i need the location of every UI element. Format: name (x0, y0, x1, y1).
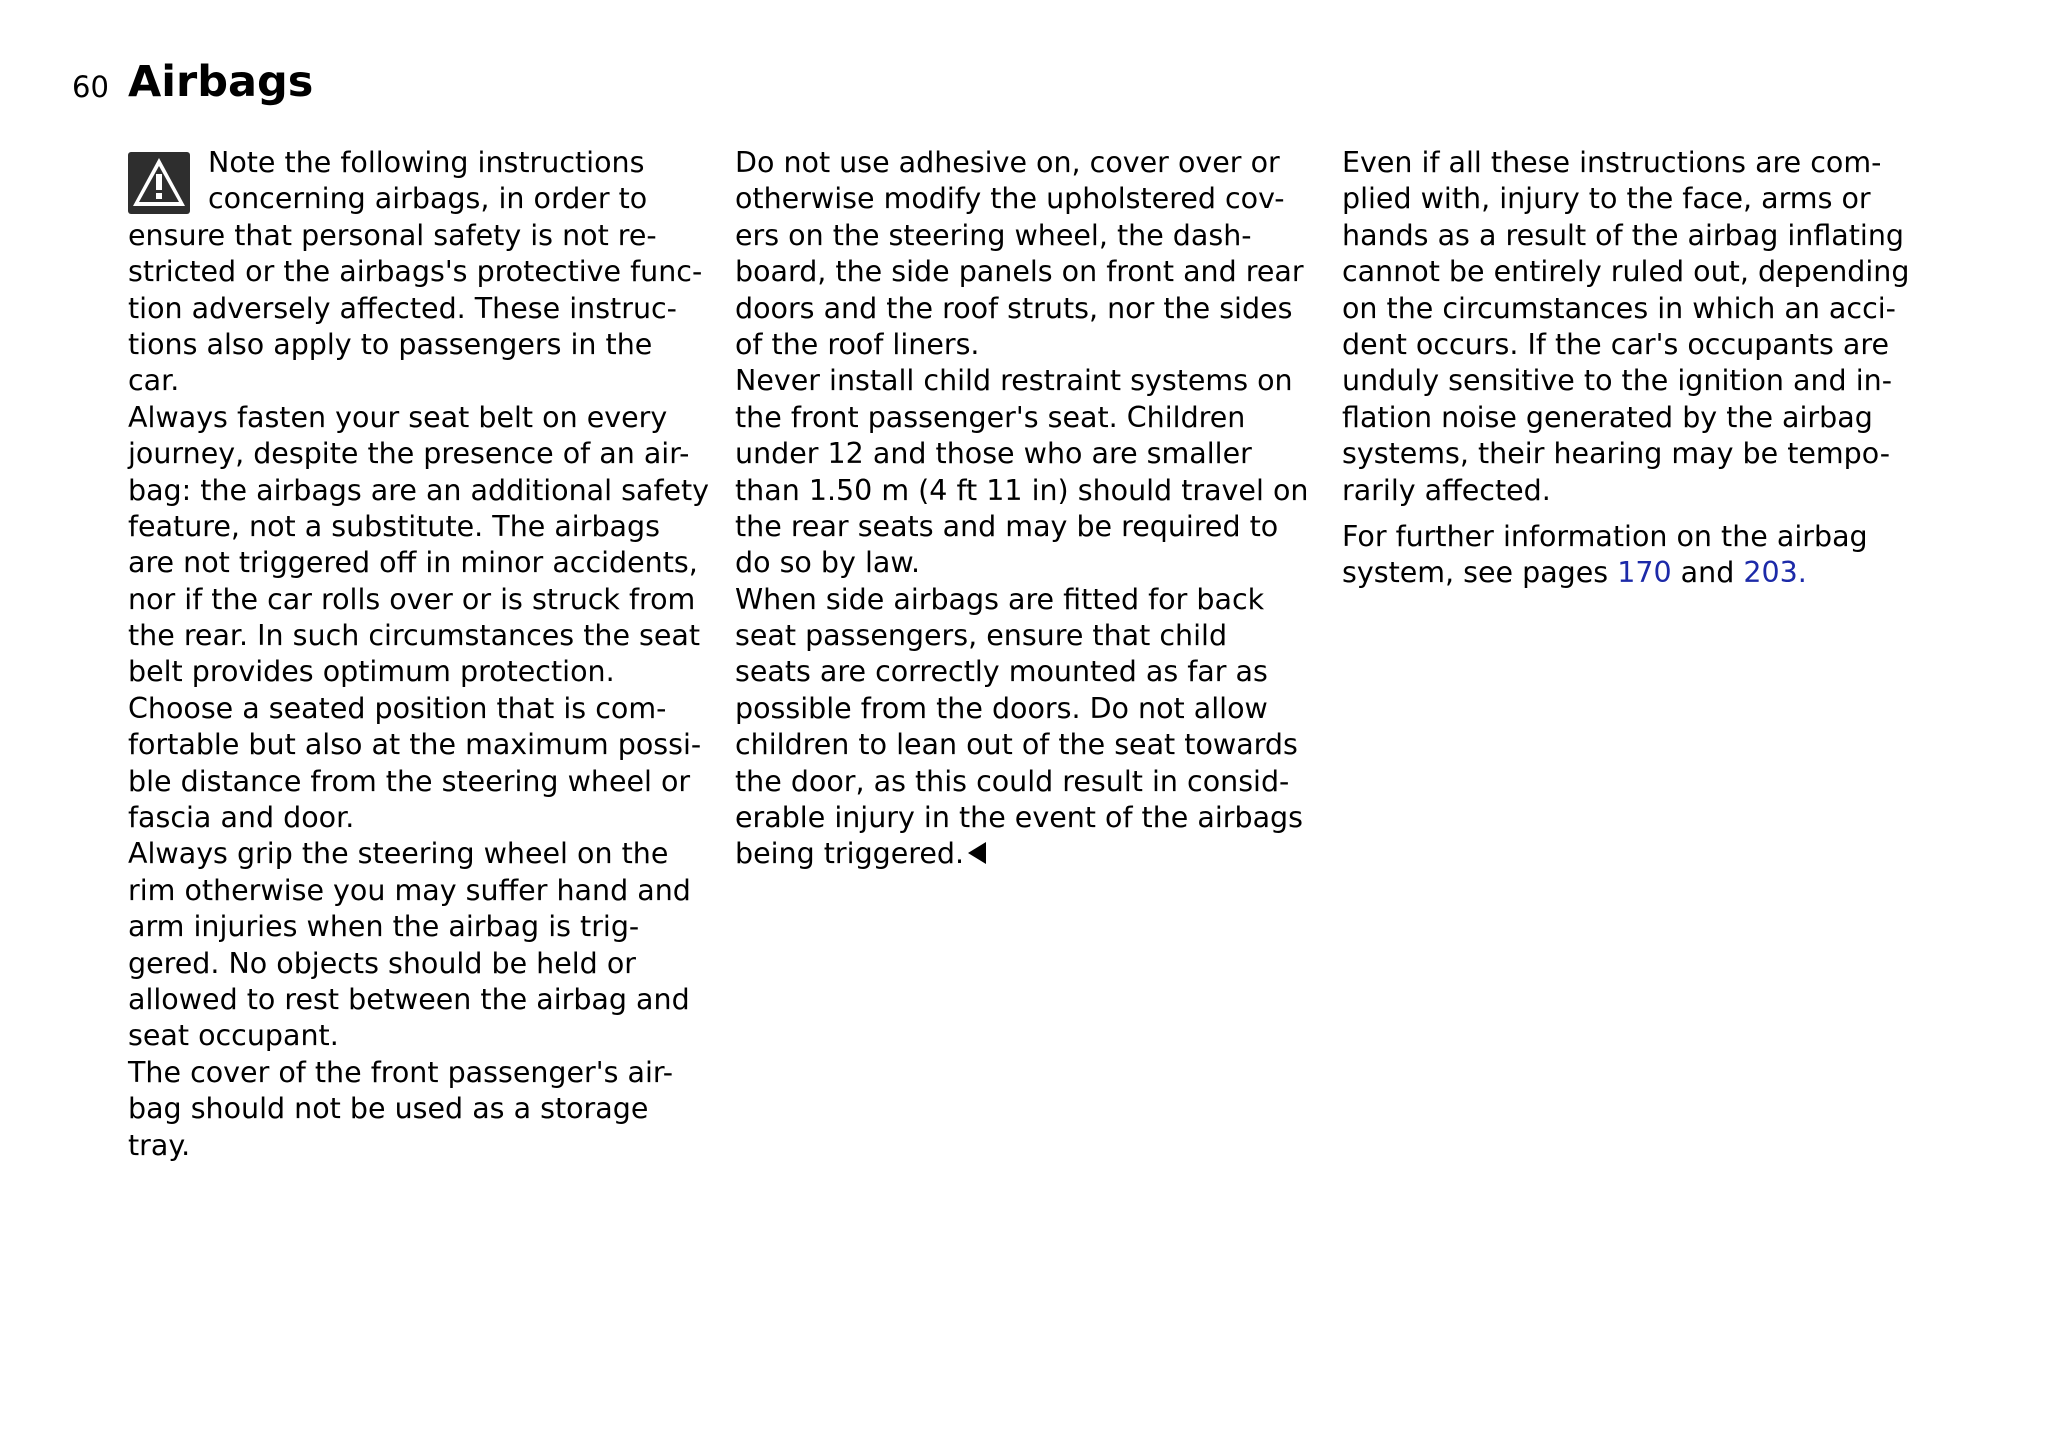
text-line: Note the following instructions (208, 146, 645, 179)
page-link-203[interactable]: 203 (1743, 556, 1798, 590)
further-info-line-1: For further information on the airbag (1342, 519, 1868, 553)
text-line: dent occurs. If the car's occupants are (1342, 327, 1889, 361)
text-line: systems, their hearing may be tempo- (1342, 437, 1891, 471)
text-line: do so by law. (735, 546, 921, 580)
text-line: fortable but also at the maximum possi- (128, 728, 702, 762)
page-link-170[interactable]: 170 (1617, 556, 1672, 590)
text-line: ble distance from the steering wheel or (128, 764, 691, 798)
text-line: cannot be entirely ruled out, depending (1342, 255, 1910, 289)
text-line: seat occupant. (128, 1019, 339, 1053)
text-line: seats are correctly mounted as far as (735, 655, 1268, 689)
text-line: Do not use adhesive on, cover over or (735, 146, 1280, 179)
text-line: ensure that personal safety is not re- (128, 218, 657, 252)
text-line: The cover of the front passenger's air- (128, 1055, 674, 1089)
text-line: are not triggered off in minor accidents, (128, 546, 698, 580)
text-line: tion adversely affected. These instruc- (128, 291, 677, 325)
text-line: being triggered. (735, 837, 965, 871)
text-line: gered. No objects should be held or (128, 946, 636, 980)
text-line: Always grip the steering wheel on the (128, 837, 669, 871)
text-line: allowed to rest between the airbag and (128, 982, 690, 1016)
text-line: board, the side panels on front and rear (735, 255, 1304, 289)
text-line: stricted or the airbags's protective func- (128, 255, 703, 289)
text-line: possible from the doors. Do not allow (735, 691, 1268, 725)
text-line: ers on the steering wheel, the dash- (735, 218, 1252, 252)
further-info-between: and (1671, 556, 1744, 590)
column-3 (1342, 145, 1942, 592)
text-line: on the circumstances in which an acci- (1342, 291, 1896, 325)
text-line: rarily affected. (1342, 473, 1551, 507)
section-end-triangle-icon (968, 842, 986, 864)
text-line-last (735, 836, 1335, 872)
text-line: the rear seats and may be required to (735, 509, 1279, 543)
text-line: belt provides optimum protection. (128, 655, 615, 689)
column-2 (735, 145, 1335, 873)
text-line: the front passenger's seat. Children (735, 400, 1246, 434)
text-line: doors and the roof struts, nor the sides (735, 291, 1293, 325)
text-line: flation noise generated by the airbag (1342, 400, 1873, 434)
text-line: fascia and door. (128, 801, 355, 835)
text-line: feature, not a substitute. The airbags (128, 509, 660, 543)
text-line: Even if all these instructions are com- (1342, 146, 1882, 179)
text-line: of the roof liners. (735, 327, 980, 361)
text-line: bag should not be used as a storage (128, 1092, 649, 1126)
text-line: When side airbags are fitted for back (735, 582, 1265, 616)
text-line: than 1.50 m (4 ft 11 in) should travel on (735, 473, 1309, 507)
text-line: nor if the car rolls over or is struck from (128, 582, 696, 616)
text-line: unduly sensitive to the ignition and in- (1342, 364, 1892, 398)
text-line: the door, as this could result in consid- (735, 764, 1290, 798)
page-title: Airbags (128, 57, 314, 107)
text-line: hands as a result of the airbag inflating (1342, 218, 1904, 252)
text-line: Choose a seated position that is com- (128, 691, 667, 725)
further-info-line-2 (1342, 555, 1942, 591)
text-line: erable injury in the event of the airbags (735, 801, 1303, 835)
text-line: plied with, injury to the face, arms or (1342, 182, 1871, 216)
column-1 (128, 145, 728, 1164)
text-line: rim otherwise you may suffer hand and (128, 873, 691, 907)
text-line: seat passengers, ensure that child (735, 619, 1228, 653)
text-line: bag: the airbags are an additional safety (128, 473, 710, 507)
further-info-prefix: system, see pages (1342, 556, 1618, 590)
text-line: tray. (128, 1128, 191, 1162)
text-line: concerning airbags, in order to (208, 182, 648, 216)
further-info-suffix: . (1797, 556, 1807, 590)
text-line: otherwise modify the upholstered cov- (735, 182, 1285, 216)
text-line: arm injuries when the airbag is trig- (128, 910, 640, 944)
text-line: the rear. In such circumstances the seat (128, 619, 701, 653)
text-line: under 12 and those who are smaller (735, 437, 1252, 471)
text-line: Never install child restraint systems on (735, 364, 1293, 398)
paragraph-gap (1342, 509, 1942, 519)
text-line: car. (128, 364, 180, 398)
page-number: 60 (72, 70, 109, 104)
text-line: tions also apply to passengers in the (128, 327, 653, 361)
text-line: children to lean out of the seat towards (735, 728, 1298, 762)
text-line: journey, despite the presence of an air- (128, 437, 690, 471)
text-line: Always fasten your seat belt on every (128, 400, 668, 434)
